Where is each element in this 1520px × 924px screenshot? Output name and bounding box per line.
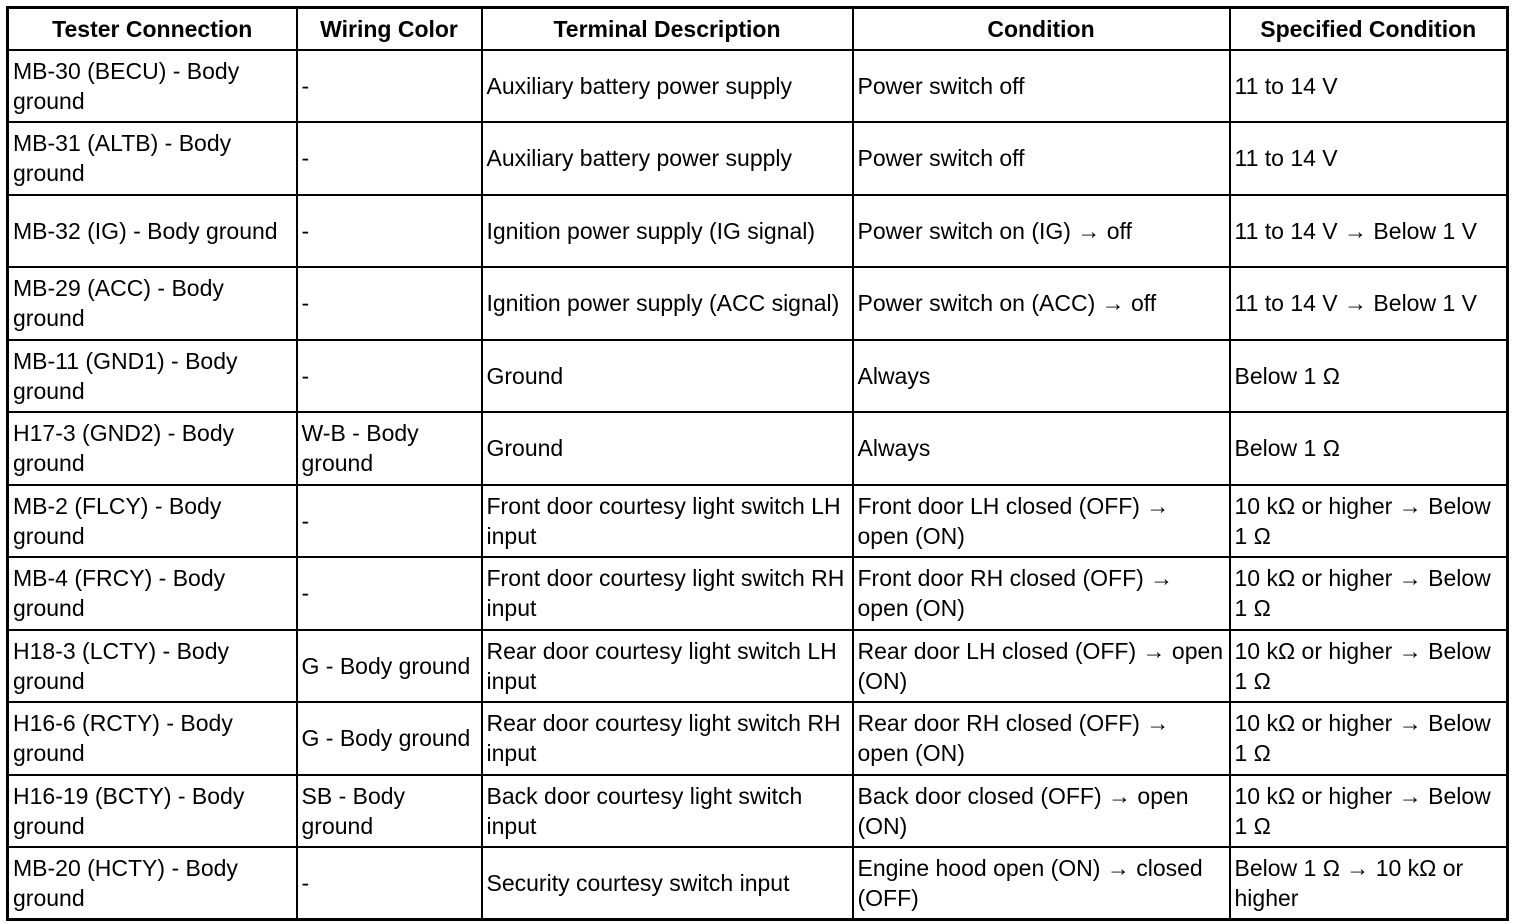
header-terminal-description: Terminal Description (482, 8, 853, 50)
cell-terminal-description: Front door courtesy light switch RH input (482, 557, 853, 630)
cell-tester-connection: H17-3 (GND2) - Body ground (8, 412, 297, 485)
table-row (8, 485, 1508, 558)
cell-tester-connection: MB-4 (FRCY) - Body ground (8, 557, 297, 630)
cell-tester-connection: MB-32 (IG) - Body ground (8, 195, 297, 268)
cell-wiring-color: - (297, 195, 482, 268)
cell-wiring-color: G - Body ground (297, 702, 482, 775)
header-condition: Condition (853, 8, 1230, 50)
cell-terminal-description: Rear door courtesy light switch RH input (482, 702, 853, 775)
cell-condition: Engine hood open (ON) → closed (OFF) (853, 847, 1230, 920)
table-row (8, 340, 1508, 413)
cell-condition: Rear door RH closed (OFF) → open (ON) (853, 702, 1230, 775)
terminal-spec-table (6, 6, 1509, 921)
cell-tester-connection: MB-2 (FLCY) - Body ground (8, 485, 297, 558)
table-row (8, 847, 1508, 920)
cell-terminal-description: Auxiliary battery power supply (482, 50, 853, 123)
cell-condition: Back door closed (OFF) → open (ON) (853, 775, 1230, 848)
cell-wiring-color: G - Body ground (297, 630, 482, 703)
cell-terminal-description: Auxiliary battery power supply (482, 122, 853, 195)
cell-wiring-color: - (297, 50, 482, 123)
cell-wiring-color: W-B - Body ground (297, 412, 482, 485)
table-row (8, 50, 1508, 123)
cell-specified-condition: Below 1 Ω (1230, 340, 1508, 413)
cell-condition: Always (853, 340, 1230, 413)
cell-wiring-color: - (297, 267, 482, 340)
cell-tester-connection: MB-29 (ACC) - Body ground (8, 267, 297, 340)
cell-tester-connection: H16-19 (BCTY) - Body ground (8, 775, 297, 848)
cell-terminal-description: Ignition power supply (ACC signal) (482, 267, 853, 340)
cell-specified-condition: 10 kΩ or higher → Below 1 Ω (1230, 485, 1508, 558)
cell-specified-condition: 10 kΩ or higher → Below 1 Ω (1230, 775, 1508, 848)
cell-terminal-description: Back door courtesy light switch input (482, 775, 853, 848)
header-row (8, 8, 1508, 50)
cell-condition: Power switch on (ACC) → off (853, 267, 1230, 340)
table-header (8, 8, 1508, 50)
table-row (8, 412, 1508, 485)
table-row (8, 702, 1508, 775)
table-row (8, 122, 1508, 195)
table-row (8, 195, 1508, 268)
cell-tester-connection: MB-30 (BECU) - Body ground (8, 50, 297, 123)
cell-wiring-color: - (297, 122, 482, 195)
cell-condition: Rear door LH closed (OFF) → open (ON) (853, 630, 1230, 703)
table-body (8, 50, 1508, 920)
cell-specified-condition: 11 to 14 V (1230, 50, 1508, 123)
cell-specified-condition: Below 1 Ω → 10 kΩ or higher (1230, 847, 1508, 920)
cell-tester-connection: H18-3 (LCTY) - Body ground (8, 630, 297, 703)
table-row (8, 557, 1508, 630)
cell-condition: Front door LH closed (OFF) → open (ON) (853, 485, 1230, 558)
cell-wiring-color: - (297, 485, 482, 558)
table-row (8, 775, 1508, 848)
cell-condition: Power switch off (853, 122, 1230, 195)
cell-condition: Front door RH closed (OFF) → open (ON) (853, 557, 1230, 630)
cell-terminal-description: Rear door courtesy light switch LH input (482, 630, 853, 703)
cell-specified-condition: Below 1 Ω (1230, 412, 1508, 485)
cell-specified-condition: 10 kΩ or higher → Below 1 Ω (1230, 702, 1508, 775)
cell-terminal-description: Front door courtesy light switch LH input (482, 485, 853, 558)
header-wiring-color: Wiring Color (297, 8, 482, 50)
table-row (8, 630, 1508, 703)
cell-terminal-description: Ground (482, 340, 853, 413)
cell-tester-connection: MB-31 (ALTB) - Body ground (8, 122, 297, 195)
table-row (8, 267, 1508, 340)
cell-wiring-color: - (297, 557, 482, 630)
cell-tester-connection: H16-6 (RCTY) - Body ground (8, 702, 297, 775)
header-tester-connection: Tester Connection (8, 8, 297, 50)
cell-specified-condition: 11 to 14 V (1230, 122, 1508, 195)
cell-specified-condition: 11 to 14 V → Below 1 V (1230, 195, 1508, 268)
cell-terminal-description: Security courtesy switch input (482, 847, 853, 920)
cell-condition: Power switch off (853, 50, 1230, 123)
header-specified-condition: Specified Condition (1230, 8, 1508, 50)
cell-tester-connection: MB-11 (GND1) - Body ground (8, 340, 297, 413)
cell-condition: Always (853, 412, 1230, 485)
cell-tester-connection: MB-20 (HCTY) - Body ground (8, 847, 297, 920)
cell-specified-condition: 10 kΩ or higher → Below 1 Ω (1230, 557, 1508, 630)
cell-wiring-color: - (297, 847, 482, 920)
cell-wiring-color: SB - Body ground (297, 775, 482, 848)
cell-condition: Power switch on (IG) → off (853, 195, 1230, 268)
cell-terminal-description: Ignition power supply (IG signal) (482, 195, 853, 268)
cell-specified-condition: 10 kΩ or higher → Below 1 Ω (1230, 630, 1508, 703)
cell-specified-condition: 11 to 14 V → Below 1 V (1230, 267, 1508, 340)
cell-wiring-color: - (297, 340, 482, 413)
cell-terminal-description: Ground (482, 412, 853, 485)
